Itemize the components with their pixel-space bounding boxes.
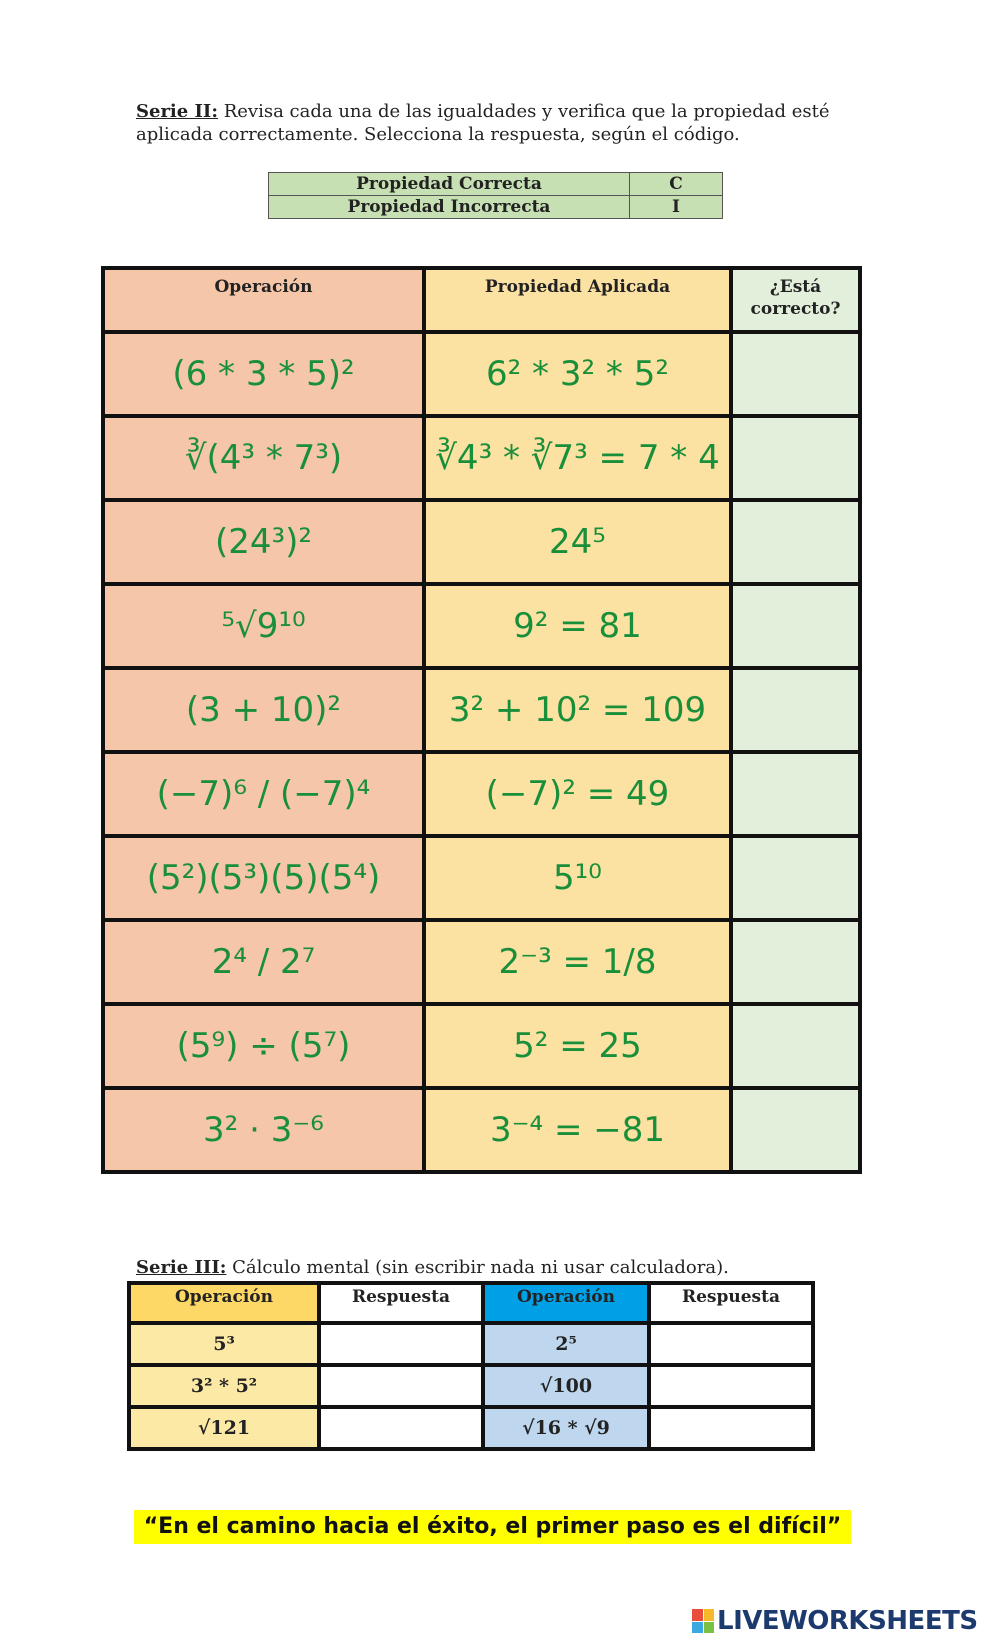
- header-operation: Operación: [103, 268, 424, 332]
- code-letter: C: [630, 173, 723, 196]
- operation-cell: (6 * 3 * 5)²: [103, 332, 424, 416]
- logo-icon: [692, 1609, 714, 1633]
- table-row: [103, 416, 860, 500]
- table-row: [103, 584, 860, 668]
- operation-cell: √16 * √9: [483, 1407, 649, 1449]
- property-cell: 9² = 81: [424, 584, 731, 668]
- answer-input[interactable]: [649, 1365, 813, 1407]
- serie-2-text: Revisa cada una de las igualdades y verifica que la propiedad esté aplicada correctamente. Selecciona la respuesta, según el código.: [136, 101, 830, 145]
- property-cell: 5² = 25: [424, 1004, 731, 1088]
- code-row: [269, 196, 723, 219]
- serie-3-text: Cálculo mental (sin escribir nada ni usar calculadora).: [232, 1257, 729, 1278]
- operation-cell: 3² · 3⁻⁶: [103, 1088, 424, 1172]
- answer-input[interactable]: [731, 920, 860, 1004]
- operation-cell: (3 + 10)²: [103, 668, 424, 752]
- code-legend-table: [268, 172, 723, 219]
- answer-input[interactable]: [731, 416, 860, 500]
- operation-cell: ∛(4³ * 7³): [103, 416, 424, 500]
- table-header-row: [103, 268, 860, 332]
- header-property: Propiedad Aplicada: [424, 268, 731, 332]
- operation-cell: 2⁴ / 2⁷: [103, 920, 424, 1004]
- properties-table: [101, 266, 862, 1174]
- header-operation-2: Operación: [483, 1283, 649, 1323]
- table-row: [103, 1088, 860, 1172]
- serie-3-instructions: [136, 1257, 729, 1278]
- table-header-row: [129, 1283, 813, 1323]
- code-label: Propiedad Correcta: [269, 173, 630, 196]
- answer-input[interactable]: [649, 1323, 813, 1365]
- answer-input[interactable]: [649, 1407, 813, 1449]
- table-row: [103, 332, 860, 416]
- property-cell: 5¹⁰: [424, 836, 731, 920]
- table-row: [103, 752, 860, 836]
- operation-cell: 2⁵: [483, 1323, 649, 1365]
- table-row: [129, 1323, 813, 1365]
- liveworksheets-logo: [692, 1606, 978, 1636]
- header-operation-1: Operación: [129, 1283, 319, 1323]
- serie-3-label: Serie III:: [136, 1257, 227, 1278]
- answer-input[interactable]: [319, 1407, 483, 1449]
- answer-input[interactable]: [319, 1365, 483, 1407]
- code-label: Propiedad Incorrecta: [269, 196, 630, 219]
- property-cell: (−7)² = 49: [424, 752, 731, 836]
- table-row: [103, 668, 860, 752]
- property-cell: 3⁻⁴ = −81: [424, 1088, 731, 1172]
- table-row: [103, 920, 860, 1004]
- header-answer-2: Respuesta: [649, 1283, 813, 1323]
- header-correct: ¿Está correcto?: [731, 268, 860, 332]
- property-cell: ∛4³ * ∛7³ = 7 * 4: [424, 416, 731, 500]
- answer-input[interactable]: [731, 332, 860, 416]
- answer-input[interactable]: [731, 500, 860, 584]
- table-row: [129, 1365, 813, 1407]
- operation-cell: (−7)⁶ / (−7)⁴: [103, 752, 424, 836]
- brand-name: LIVEWORKSHEETS: [717, 1606, 978, 1636]
- serie-2-label: Serie II:: [136, 101, 218, 122]
- code-letter: I: [630, 196, 723, 219]
- operation-cell: ⁵√9¹⁰: [103, 584, 424, 668]
- table-row: [103, 836, 860, 920]
- table-row: [103, 1004, 860, 1088]
- operation-cell: (5²)(5³)(5)(5⁴): [103, 836, 424, 920]
- code-row: [269, 173, 723, 196]
- motivational-quote: “En el camino hacia el éxito, el primer paso es el difícil”: [134, 1510, 851, 1544]
- property-cell: 24⁵: [424, 500, 731, 584]
- operation-cell: √100: [483, 1365, 649, 1407]
- table-row: [129, 1407, 813, 1449]
- answer-input[interactable]: [731, 584, 860, 668]
- table-row: [103, 500, 860, 584]
- answer-input[interactable]: [731, 1088, 860, 1172]
- answer-input[interactable]: [731, 1004, 860, 1088]
- property-cell: 2⁻³ = 1/8: [424, 920, 731, 1004]
- header-answer-1: Respuesta: [319, 1283, 483, 1323]
- answer-input[interactable]: [731, 668, 860, 752]
- operation-cell: 5³: [129, 1323, 319, 1365]
- answer-input[interactable]: [319, 1323, 483, 1365]
- operation-cell: (5⁹) ÷ (5⁷): [103, 1004, 424, 1088]
- answer-input[interactable]: [731, 752, 860, 836]
- mental-math-table: [127, 1281, 815, 1451]
- operation-cell: 3² * 5²: [129, 1365, 319, 1407]
- operation-cell: (24³)²: [103, 500, 424, 584]
- answer-input[interactable]: [731, 836, 860, 920]
- serie-2-instructions: [136, 100, 866, 146]
- property-cell: 6² * 3² * 5²: [424, 332, 731, 416]
- property-cell: 3² + 10² = 109: [424, 668, 731, 752]
- operation-cell: √121: [129, 1407, 319, 1449]
